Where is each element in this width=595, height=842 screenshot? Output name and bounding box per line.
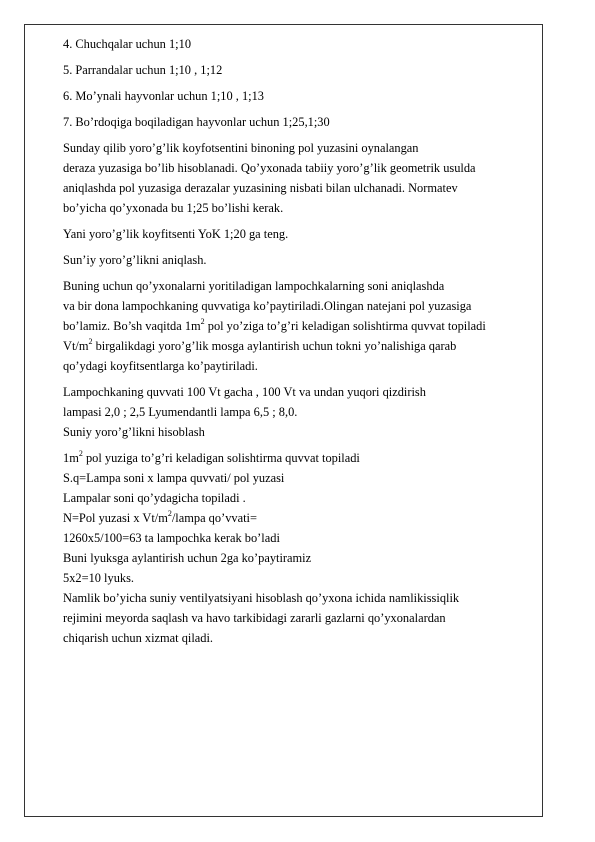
text-line: Sunday qilib yoro’g’lik koyfotsentini binoning pol yuzasini oynalangan xyxy=(63,141,419,155)
text-line: qo’ydagi koyfitsentlarga ko’paytiriladi. xyxy=(63,359,258,373)
formula-line: N=Pol yuzasi x $Vt/m^2$/lampa qo’vvati= xyxy=(63,508,257,525)
text-line: bo’yicha qo’yxonada bu 1;25 bo’lishi kerak. xyxy=(63,201,284,215)
list-item: 6. Mo’ynali hayvonlar uchun 1;10 , 1;13 xyxy=(63,89,264,103)
paragraph-coefficient: Yani yoro’g’lik koyfitsenti YoK 1;20 ga teng. xyxy=(63,227,289,241)
text-line: Buni lyuksga aylantirish uchun 2ga ko’paytiramiz xyxy=(63,551,312,565)
paragraph-natural-light xyxy=(63,138,548,218)
text-line: aniqlashda pol yuzasiga derazalar yuzasining nisbati bilan ulchanadi. Normatev xyxy=(63,181,458,195)
text-line: $Vt/m^2$ birgalikdagi yoro’g’lik mosga aylantirish uchun tokni yo’nalishiga qarab xyxy=(63,336,457,353)
text-line: Lampalar soni qo’ydagicha topiladi . xyxy=(63,491,246,505)
text-line: Namlik bo’yicha suniy ventilyatsiyani hisoblash qo’yxona ichida namlikissiqlik xyxy=(63,591,460,605)
list-item: 7. Bo’rdoqiga boqiladigan hayvonlar uchun 1;25,1;30 xyxy=(63,115,330,129)
text-line: $1m^2$ pol yuziga to’g’ri keladigan solishtirma quvvat topiladi xyxy=(63,448,360,465)
section-heading-artificial-light: Sun’iy yoro’g’likni aniqlash. xyxy=(63,253,207,267)
text-line: Suniy yoro’g’likni hisoblash xyxy=(63,425,205,439)
calculation-block xyxy=(63,448,548,648)
formula-line: 1260x5/100=63 ta lampochka kerak bo’ladi xyxy=(63,531,280,545)
formula-line: S.q=Lampa soni x lampa quvvati/ pol yuzasi xyxy=(63,471,285,485)
text-line: Buning uchun qo’yxonalarni yoritiladigan lampochkalarning soni aniqlashda xyxy=(63,279,445,293)
formula-line: 5x2=10 lyuks. xyxy=(63,571,135,585)
list-item: 5. Parrandalar uchun 1;10 , 1;12 xyxy=(63,63,223,77)
text-line: chiqarish uchun xizmat qiladi. xyxy=(63,631,214,645)
paragraph-lamp-calculation xyxy=(63,276,548,376)
text-line: va bir dona lampochkaning quvvatiga ko’paytiriladi.Olingan natejani pol yuzasiga xyxy=(63,299,472,313)
text-line: lampasi 2,0 ; 2,5 Lyumendantli lampa 6,5 ; 8,0. xyxy=(63,405,298,419)
text-line: rejimini meyorda saqlash va havo tarkibidagi zararli gazlarni qo’yxonalardan xyxy=(63,611,446,625)
text-line: deraza yuzasiga bo’lib hisoblanadi. Qo’yxonada tabiiy yoro’g’lik geometrik usulda xyxy=(63,161,476,175)
list-item: 4. Chuchqalar uchun 1;10 xyxy=(63,37,192,51)
text-line: bo’lamiz. Bo’sh vaqitda $1m^2$ pol yo’ziga to’g’ri keladigan solishtirma quvvat topiladi xyxy=(63,316,486,333)
text-line: Lampochkaning quvvati 100 Vt gacha , 100 Vt va undan yuqori qizdirish xyxy=(63,385,426,399)
document-body xyxy=(63,34,548,648)
paragraph-lamp-power xyxy=(63,382,548,442)
